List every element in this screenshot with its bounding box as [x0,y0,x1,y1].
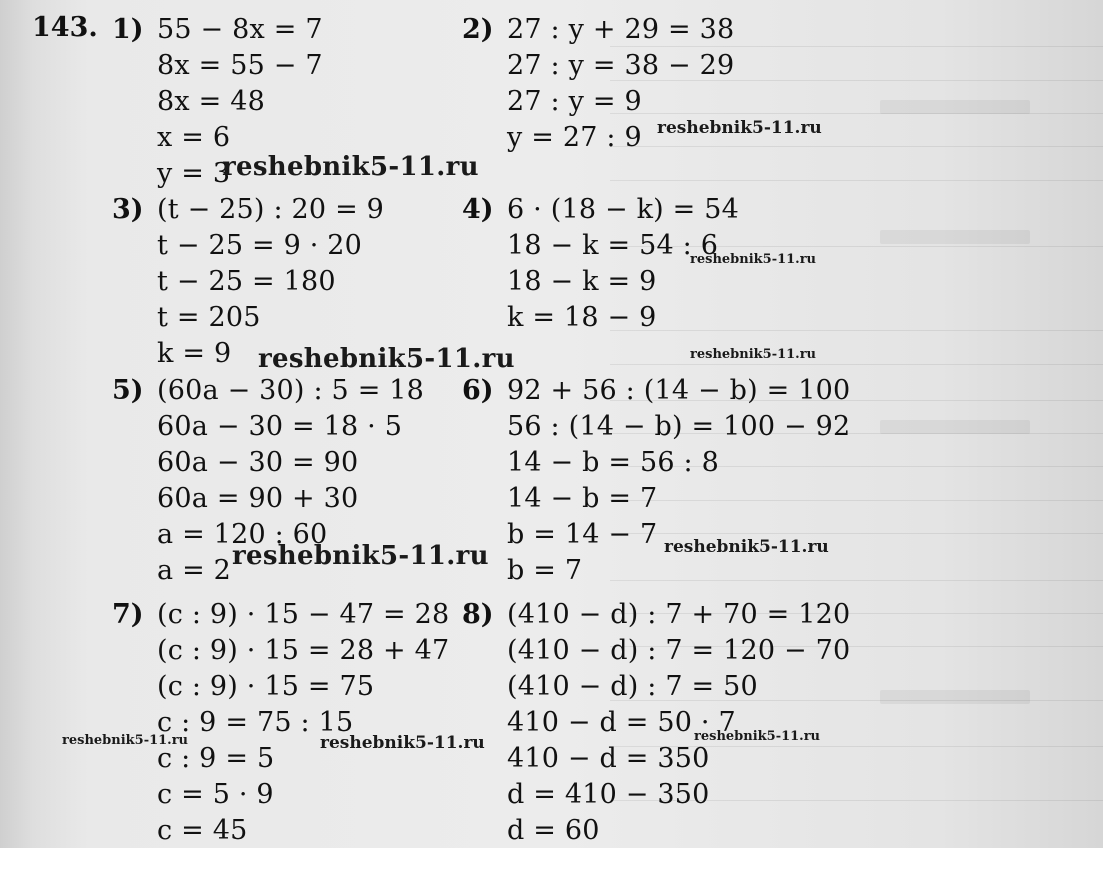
equation-line: 14 − b = 7 [507,483,658,514]
bleed-through-line [610,500,1103,501]
equation-line: 27 : y + 29 = 38 [507,14,735,45]
equation-line: t − 25 = 180 [157,266,336,297]
watermark: reshebnik5-11.ru [657,118,822,138]
equation-line: a = 2 [157,555,232,586]
watermark: reshebnik5-11.ru [62,733,189,748]
equation-line: 56 : (14 − b) = 100 − 92 [507,411,851,442]
equation-line: a = 120 : 60 [157,519,328,550]
equation-line: 18 − k = 9 [507,266,657,297]
task-number: 8) [462,599,494,630]
equation-line: 410 − d = 50 · 7 [507,707,736,738]
equation-line: 410 − d = 350 [507,743,710,774]
bleed-through-line [610,146,1103,147]
bleed-through-block [880,420,1030,434]
equation-line: (60a − 30) : 5 = 18 [157,375,425,406]
equation-line: k = 9 [157,338,232,369]
equation-line: 14 − b = 56 : 8 [507,447,720,478]
equation-line: 55 − 8x = 7 [157,14,323,45]
equation-line: d = 410 − 350 [507,779,710,810]
equation-line: (410 − d) : 7 + 70 = 120 [507,599,851,630]
bleed-through-line [610,533,1103,534]
equation-line: 27 : y = 9 [507,86,642,117]
bleed-through-block [880,100,1030,114]
equation-line: b = 7 [507,555,583,586]
equation-line: k = 18 − 9 [507,302,657,333]
equation-line: t = 205 [157,302,261,333]
watermark: reshebnik5-11.ru [258,344,515,374]
task-number: 5) [112,375,144,406]
equation-line: y = 3 [157,158,231,189]
watermark: reshebnik5-11.ru [690,347,817,362]
equation-line: y = 27 : 9 [507,122,642,153]
equation-line: 8x = 55 − 7 [157,50,323,81]
equation-line: t − 25 = 9 · 20 [157,230,363,261]
equation-line: 8x = 48 [157,86,265,117]
watermark: reshebnik5-11.ru [222,152,479,182]
bleed-through-line [610,180,1103,181]
equation-line: (t − 25) : 20 = 9 [157,194,385,225]
task-number: 7) [112,599,144,630]
bleed-through-line [610,330,1103,331]
equation-line: (c : 9) · 15 = 28 + 47 [157,635,450,666]
equation-line: 18 − k = 54 : 6 [507,230,719,261]
equation-line: (c : 9) · 15 − 47 = 28 [157,599,450,630]
bleed-through-line [610,46,1103,47]
watermark: reshebnik5-11.ru [690,252,817,267]
task-number: 4) [462,194,494,225]
equation-line: x = 6 [157,122,231,153]
watermark: reshebnik5-11.ru [694,729,821,744]
equation-line: 92 + 56 : (14 − b) = 100 [507,375,851,406]
equation-line: 27 : y = 38 − 29 [507,50,735,81]
equation-line: (c : 9) · 15 = 75 [157,671,375,702]
equation-line: c : 9 = 5 [157,743,275,774]
equation-line: (410 − d) : 7 = 120 − 70 [507,635,851,666]
task-number: 6) [462,375,494,406]
equation-line: d = 60 [507,815,600,846]
task-number: 1) [112,14,144,45]
equation-line: c = 5 · 9 [157,779,274,810]
watermark: reshebnik5-11.ru [232,541,489,571]
bleed-through-block [880,690,1030,704]
equation-line: b = 14 − 7 [507,519,658,550]
equation-line: c = 45 [157,815,248,846]
watermark: reshebnik5-11.ru [320,733,485,753]
bleed-through-line [610,364,1103,365]
equation-line: 60a − 30 = 90 [157,447,359,478]
bleed-through-line [610,580,1103,581]
task-number: 3) [112,194,144,225]
equation-line: 60a − 30 = 18 · 5 [157,411,403,442]
equation-line: 6 · (18 − k) = 54 [507,194,740,225]
task-number: 2) [462,14,494,45]
equation-line: (410 − d) : 7 = 50 [507,671,758,702]
bleed-through-block [880,230,1030,244]
watermark: reshebnik5-11.ru [664,537,829,557]
equation-line: c : 9 = 75 : 15 [157,707,354,738]
problem-number: 143. [32,12,98,43]
equation-line: 60a = 90 + 30 [157,483,359,514]
